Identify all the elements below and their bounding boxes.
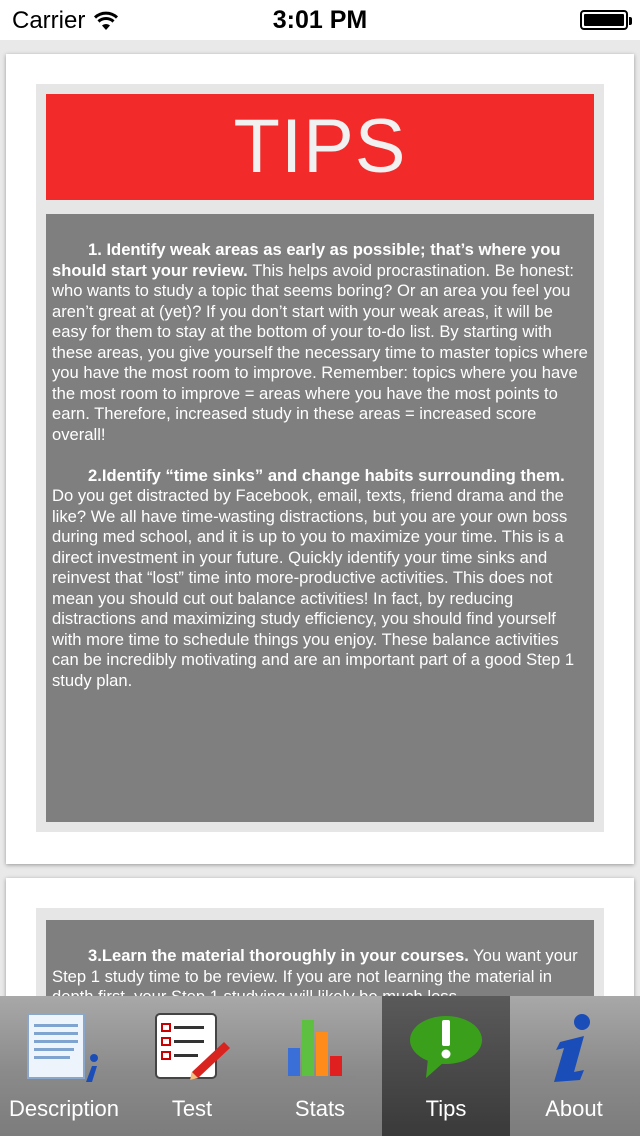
tab-label: About [545, 1096, 603, 1121]
document-info-icon [24, 1012, 104, 1084]
battery-icon [580, 10, 628, 30]
checklist-pencil-icon [152, 1012, 232, 1084]
tip-heading: 1. Identify weak areas as early as possible; that’s where you should start your review. [52, 240, 561, 280]
tab-bar [0, 996, 640, 1136]
tab-stats[interactable] [256, 996, 384, 1136]
tip-heading: 3.Learn the material thoroughly in your courses. [88, 946, 469, 965]
tab-description[interactable] [0, 996, 128, 1136]
tip-body: You want your Step 1 study time to be review. If you are not learning the material in [52, 946, 578, 986]
tab-about[interactable] [510, 996, 638, 1136]
exclamation-bubble-icon [406, 1012, 486, 1084]
tab-tips[interactable] [382, 996, 510, 1136]
tab-label: Description [8, 1096, 120, 1121]
info-icon [534, 1012, 614, 1084]
tips-banner: TIPS [46, 94, 594, 200]
tip-paragraph [52, 240, 588, 445]
status-bar [0, 0, 640, 40]
tip-heading: 2.Identify “time sinks” and change habits surrounding them. [88, 465, 565, 485]
tip-body: Do you get distracted by Facebook, email, texts, friend drama and the like? We all have time-wasting distractions, but you are your own boss during med school, and it is up to you to maximize your time. This is a direct investment in your future. Quickly identify your time sinks and reinvest that “lost” time into more-productive activities. This does not mean you should cut out balance activities! In fact, by reducing distractions and maximizing study efficiency, you should find yourself with more time to schedule things you enjoy. These balance activities can be incredibly motivating and are an important part of a good Step 1 study plan. [52, 486, 575, 690]
tips-frame [36, 84, 604, 832]
tip-body: This helps avoid procrastination. Be honest: who wants to study a topic that seems boring? Or an area you feel you aren’t great at (yet)? If you don’t start with your weak areas, it will be easy for them to stay at the bottom of your to-do list. By starting with these areas, you give yourself the necessary time to master topics where you have the most room to improve. Remember: topics where you have the most room to improve = areas where you have the most points to earn. Therefore, increased study in these areas = increased score overall! [52, 260, 588, 444]
tips-card [6, 54, 634, 864]
tab-label: Test [171, 1096, 213, 1121]
carrier-name: Carrier [12, 7, 86, 34]
bar-chart-icon [280, 1012, 360, 1084]
tips-scroll-view[interactable] [0, 40, 640, 996]
tab-label: Tips [425, 1096, 467, 1121]
tab-label: Stats [294, 1096, 346, 1121]
tips-content [46, 214, 594, 822]
clock: 3:01 PM [272, 6, 368, 34]
tip-paragraph [52, 466, 588, 692]
tab-test[interactable] [128, 996, 256, 1136]
